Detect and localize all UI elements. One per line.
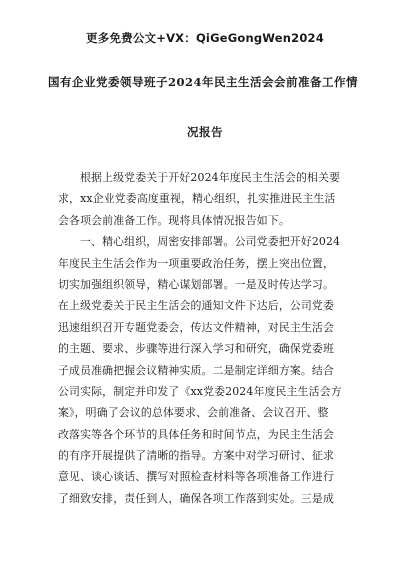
body-line: 改落实等各个环节的具体任务和时间节点，为民主生活会 xyxy=(58,427,335,441)
body-line: 一、精心组织，周密安排部署。公司党委把开好2024 xyxy=(80,235,341,249)
body-line: 求，xx企业党委高度重视，精心组织，扎实推进民主生活 xyxy=(58,192,336,206)
body-line: 的有序开展提供了清晰的指导。方案中对学习研讨、征求 xyxy=(58,449,335,463)
body-line: 切实加强组织领导，精心谋划部署。一是及时传达学习。 xyxy=(58,277,335,291)
body-line: 公司实际，制定并印发了《xx党委2024年度民主生活会方 xyxy=(58,384,342,398)
body-line: 了细致安排，责任到人，确保各项工作落到实处。三是成 xyxy=(58,491,335,505)
body-line: 案》，明确了会议的总体要求、会前准备、会议召开、整 xyxy=(58,406,329,420)
body-line: 子成员准确把握会议精神实质。二是制定详细方案。结合 xyxy=(58,363,335,377)
body-line: 会各项会前准备工作。现将具体情况报告如下。 xyxy=(58,213,290,227)
body-line: 意见、谈心谈话、撰写对照检查材料等各项准备工作进行 xyxy=(58,470,335,484)
body-line: 的主题、要求、步骤等进行深入学习和研究，确保党委班 xyxy=(58,342,335,356)
document-title-line-1: 国有企业党委领导班子2024年民主生活会会前准备工作情 xyxy=(48,75,359,89)
body-line: 年度民主生活会作为一项重要政治任务，摆上突出位置， xyxy=(58,256,335,270)
body-line: 根据上级党委关于开好2024年度民主生活会的相关要 xyxy=(80,171,341,184)
body-line: 在上级党委关于民主生活会的通知文件下达后，公司党委 xyxy=(58,299,335,313)
body-line: 迅速组织召开专题党委会，传达文件精神，对民主生活会 xyxy=(58,320,335,334)
document-header: 更多免费公文+VX：QiGeGongWen2024 xyxy=(86,31,324,45)
document-body xyxy=(58,167,360,509)
document-title-line-2: 况报告 xyxy=(187,125,223,139)
